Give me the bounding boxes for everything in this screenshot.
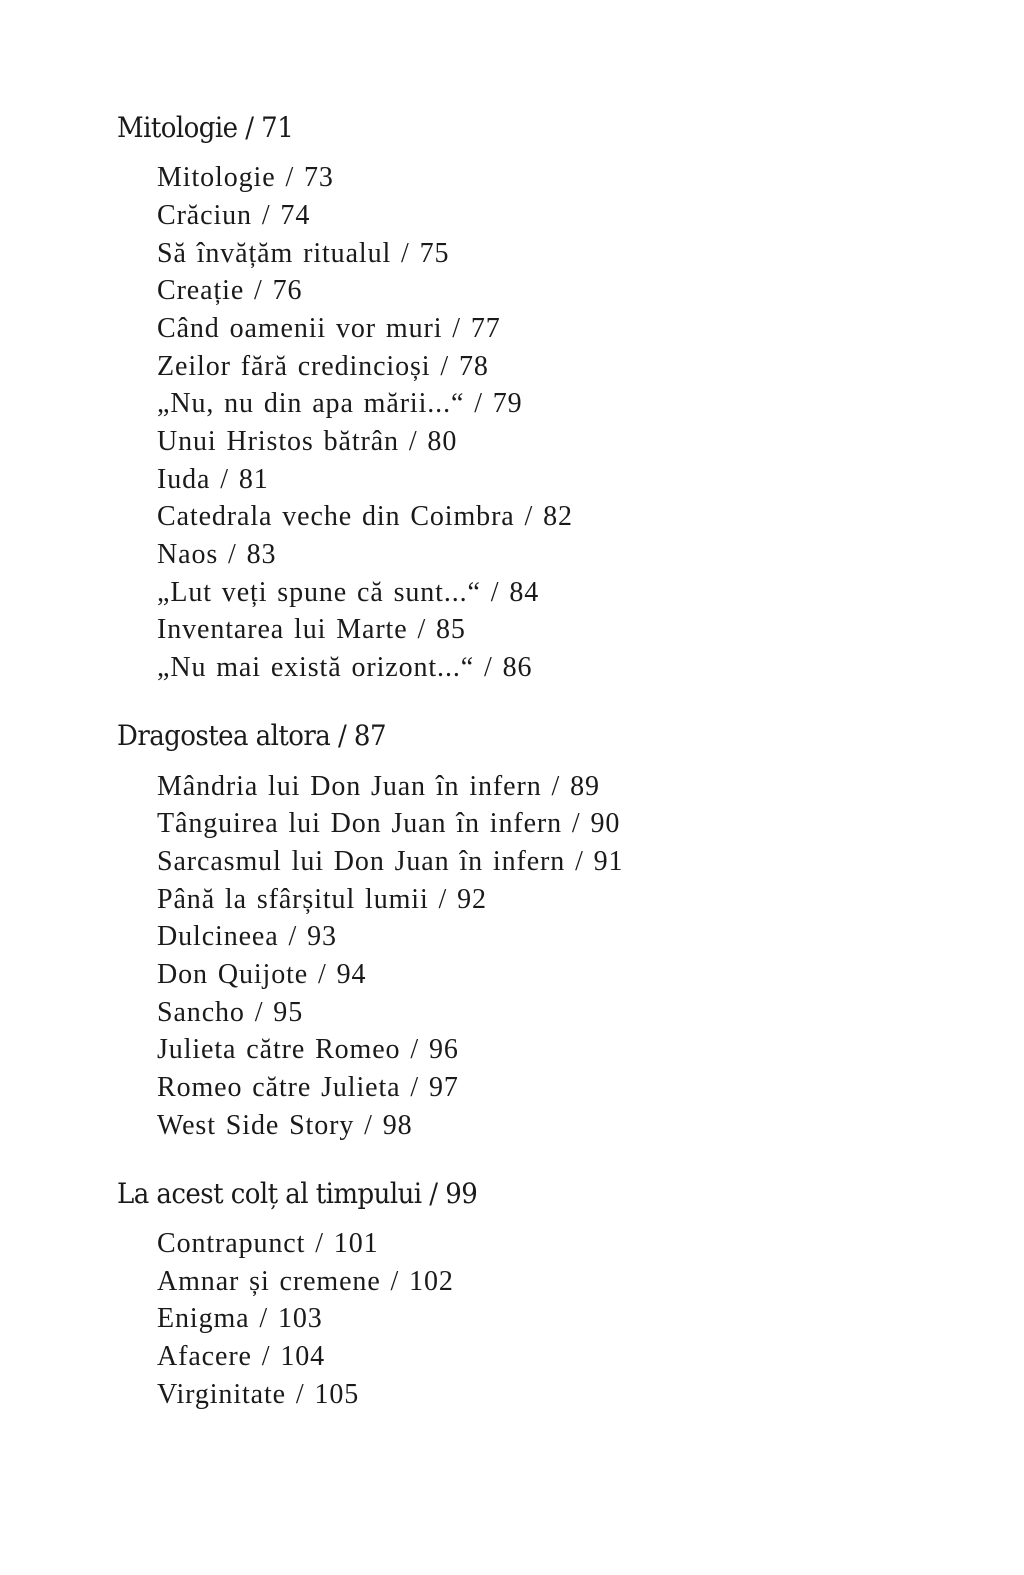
toc-entry: Creație / 76 (157, 275, 303, 306)
section-title: Mitologie / 71 (117, 111, 294, 144)
toc-entry: Julieta către Romeo / 96 (157, 1034, 459, 1065)
toc-entry: Până la sfârșitul lumii / 92 (157, 884, 487, 915)
toc-entry: Mândria lui Don Juan în infern / 89 (157, 771, 600, 802)
toc-entry: Don Quijote / 94 (157, 959, 367, 990)
toc-entry: Să învățăm ritualul / 75 (157, 238, 450, 269)
toc-entry: Când oamenii vor muri / 77 (157, 313, 501, 344)
toc-entry: „Nu mai există orizont...“ / 86 (157, 652, 533, 683)
toc-entry: Naos / 83 (157, 539, 277, 570)
toc-entry: Enigma / 103 (157, 1303, 323, 1334)
toc-entry: Zeilor fără credincioși / 78 (157, 351, 489, 382)
toc-entry: Romeo către Julieta / 97 (157, 1072, 459, 1103)
toc-entry: Tânguirea lui Don Juan în infern / 90 (157, 808, 621, 839)
toc-entry: Dulcineea / 93 (157, 921, 337, 952)
toc-entry: Sancho / 95 (157, 997, 304, 1028)
toc-entry: Inventarea lui Marte / 85 (157, 614, 466, 645)
toc-entry: Contrapunct / 101 (157, 1228, 379, 1259)
toc-entry: Iuda / 81 (157, 464, 269, 495)
toc-entry: Crăciun / 74 (157, 200, 311, 231)
toc-entry: Unui Hristos bătrân / 80 (157, 426, 458, 457)
toc-entry: „Nu, nu din apa mării...“ / 79 (157, 388, 523, 419)
toc-entry: Catedrala veche din Coimbra / 82 (157, 501, 573, 532)
section-title: Dragostea altora / 87 (117, 719, 386, 752)
toc-entry: Mitologie / 73 (157, 162, 334, 193)
toc-entry: Virginitate / 105 (157, 1379, 360, 1410)
section-title: La acest colț al timpului / 99 (117, 1177, 478, 1210)
toc-entry: Afacere / 104 (157, 1341, 326, 1372)
toc-entry: Amnar și cremene / 102 (157, 1266, 454, 1297)
toc-entry: „Lut veți spune că sunt...“ / 84 (157, 577, 540, 608)
toc-entry: Sarcasmul lui Don Juan în infern / 91 (157, 846, 624, 877)
toc-entry: West Side Story / 98 (157, 1110, 413, 1141)
